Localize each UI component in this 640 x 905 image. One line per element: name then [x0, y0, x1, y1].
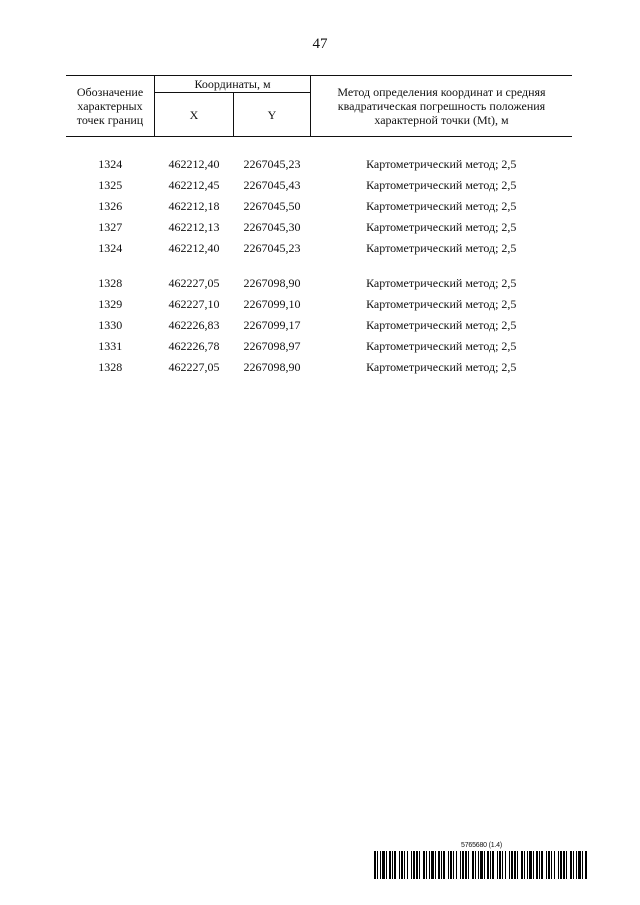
header-y: Y: [234, 93, 311, 137]
cell-point: 1324: [98, 156, 123, 171]
table-row: [66, 314, 572, 335]
cell-point: 1330: [98, 317, 123, 332]
cell-method: Картометрический метод; 2,5: [366, 198, 517, 213]
cell-x: 462212,18: [168, 198, 220, 213]
table-row: [66, 258, 572, 293]
barcode-caption: 5765680 (1.4): [461, 842, 502, 849]
table-row: [66, 195, 572, 216]
cell-point: 1328: [98, 275, 123, 290]
cell-point: 1326: [98, 198, 123, 213]
cell-point: 1328: [98, 359, 123, 374]
cell-x: 462226,83: [168, 317, 220, 332]
table-row: [66, 216, 572, 237]
cell-y: 2267045,23: [243, 156, 301, 171]
cell-x: 462227,05: [168, 359, 220, 374]
cell-x: 462227,10: [168, 296, 220, 311]
page-number: 47: [312, 36, 328, 52]
cell-method: Картометрический метод; 2,5: [366, 156, 517, 171]
table-row: [66, 293, 572, 314]
cell-point: 1331: [98, 338, 123, 353]
header-coordinates: Координаты, м: [155, 76, 311, 93]
cell-method: Картометрический метод; 2,5: [366, 240, 517, 255]
header-designation: Обозначение характерных точек границ: [66, 76, 155, 137]
table-row: [66, 356, 572, 377]
cell-method: Картометрический метод; 2,5: [366, 177, 517, 192]
cell-y: 2267099,17: [243, 317, 301, 332]
cell-y: 2267045,50: [243, 198, 301, 213]
table-row: [66, 237, 572, 258]
cell-y: 2267099,10: [243, 296, 301, 311]
header-method: Метод определения координат и средняя квадратическая погрешность положения характерной точки (Mt), м: [311, 76, 573, 137]
cell-x: 462212,13: [168, 219, 220, 234]
cell-method: Картометрический метод; 2,5: [366, 275, 517, 290]
cell-y: 2267098,97: [243, 338, 301, 353]
cell-point: 1325: [98, 177, 123, 192]
cell-method: Картометрический метод; 2,5: [366, 296, 517, 311]
cell-x: 462212,40: [168, 156, 220, 171]
table-row: [66, 137, 572, 175]
cell-x: 462212,40: [168, 240, 220, 255]
cell-y: 2267098,90: [243, 359, 301, 374]
cell-x: 462212,45: [168, 177, 220, 192]
cell-x: 462226,78: [168, 338, 220, 353]
cell-method: Картометрический метод; 2,5: [366, 359, 517, 374]
cell-y: 2267045,23: [243, 240, 301, 255]
table-row: [66, 174, 572, 195]
cell-y: 2267045,30: [243, 219, 301, 234]
cell-point: 1329: [98, 296, 123, 311]
cell-y: 2267098,90: [243, 275, 301, 290]
cell-method: Картометрический метод; 2,5: [366, 338, 517, 353]
cell-method: Картометрический метод; 2,5: [366, 317, 517, 332]
barcode-image: [374, 851, 588, 879]
cell-point: 1327: [98, 219, 123, 234]
cell-y: 2267045,43: [243, 177, 301, 192]
table-row: [66, 335, 572, 356]
cell-point: 1324: [98, 240, 123, 255]
header-x: X: [155, 93, 234, 137]
coordinates-table: [66, 75, 572, 377]
cell-method: Картометрический метод; 2,5: [366, 219, 517, 234]
cell-x: 462227,05: [168, 275, 220, 290]
